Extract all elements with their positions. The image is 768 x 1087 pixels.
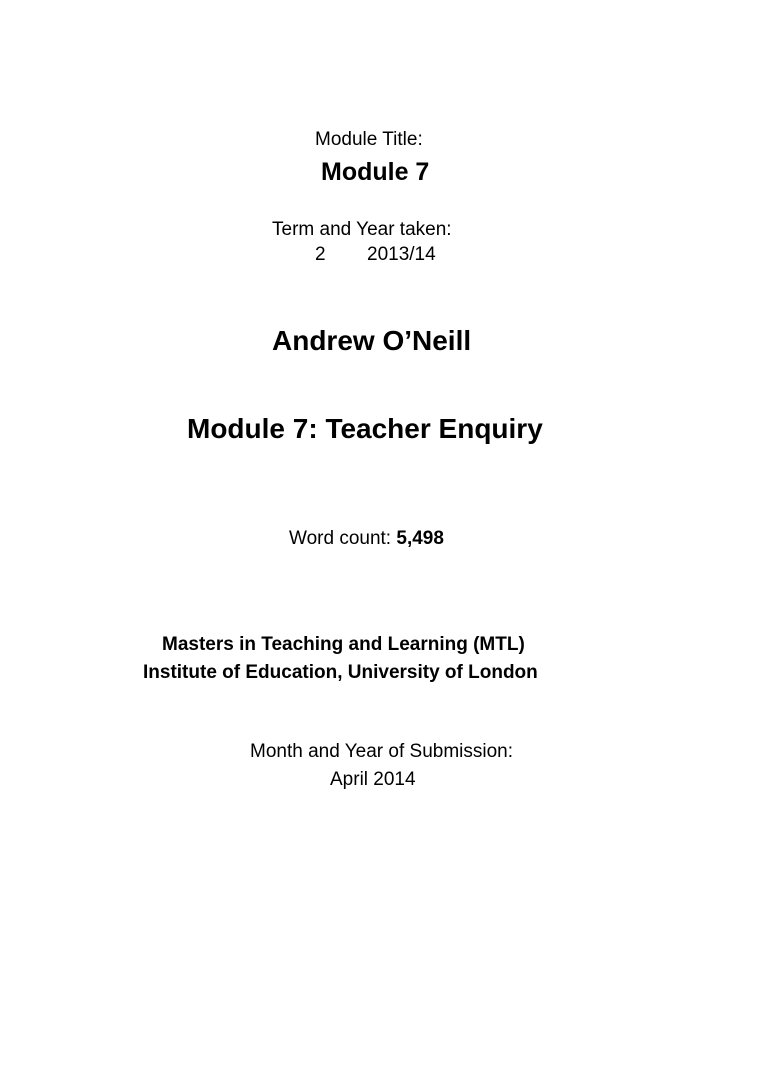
- word-count-label: Word count:: [289, 528, 392, 549]
- term-number: 2: [315, 244, 326, 265]
- module-title-label: Module Title:: [315, 129, 423, 150]
- programme-name: Masters in Teaching and Learning (MTL): [162, 634, 525, 655]
- word-count-value: 5,498: [396, 528, 444, 549]
- term-year-label: Term and Year taken:: [272, 219, 452, 240]
- module-title-value: Module 7: [321, 158, 430, 186]
- term-academic-year: 2013/14: [367, 244, 436, 265]
- author-name: Andrew O’Neill: [272, 325, 472, 356]
- document-title: Module 7: Teacher Enquiry: [187, 413, 543, 444]
- submission-label: Month and Year of Submission:: [250, 741, 514, 762]
- word-count: [289, 529, 444, 548]
- institution-name: Institute of Education, University of London: [143, 662, 538, 683]
- submission-date: April 2014: [330, 769, 416, 790]
